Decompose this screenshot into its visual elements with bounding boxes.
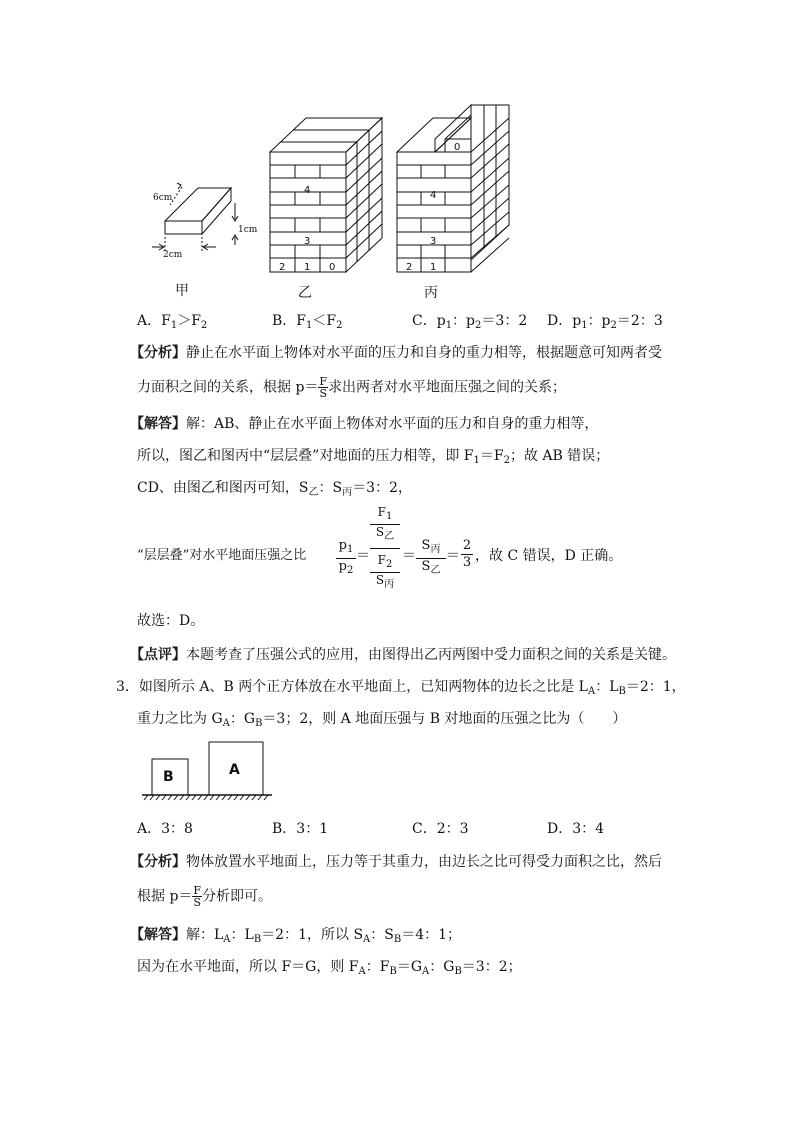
ratio-two-thirds: 2 3	[462, 538, 472, 570]
q2-option-a: A．$F_1>F_2$	[137, 313, 208, 331]
q2-comment: 【点评】本题考查了压强公式的应用，由图得出乙丙两图中受力面积之间的关系是关键。	[130, 647, 676, 663]
q2-answer-line2: 所以，图乙和图丙中“层层叠”对地面的压力相等，即 $F_1=F_2$；故 AB 错误；	[137, 448, 610, 466]
stack-yi-number-2: 2	[279, 262, 286, 273]
q2-analysis-line1: 【分析】静止在水平面上物体对水平面的压力和自身的重力相等，根据题意可知两者受	[130, 345, 662, 361]
q3-option-d: D．3：4	[547, 821, 605, 837]
answer-tag: 【解答】	[130, 416, 186, 432]
figure-label-bing: 丙	[424, 285, 438, 301]
q2-answer-line3: CD、由图乙和图丙可知，$S_乙$：$S_丙=3$：2，	[137, 480, 412, 498]
q3-analysis-line1: 【分析】物体放置水平地面上，压力等于其重力，由边长之比可得受力面积之比，然后	[130, 854, 662, 870]
stack-bing-diagram	[395, 100, 515, 276]
q3-option-b: B．3：1	[272, 821, 329, 837]
eq-sign-2: ＝	[402, 548, 416, 564]
ratio-s-bing-s-yi: $S_丙$ $S_乙$	[416, 538, 446, 579]
stack-bing-number-0: 0	[454, 142, 461, 153]
comment-tag: 【点评】	[130, 647, 186, 663]
compound-fraction: $F_1$ $S_乙$ $F_2$ $S_丙$	[370, 505, 400, 592]
ratio-p1-p2: $p_1$ $p_2$	[336, 538, 356, 579]
q2-answer-line4-label: “层层叠”对水平地面压强之比	[137, 548, 307, 563]
dim-height-label: 1cm	[238, 225, 258, 235]
dim-length-label: 6cm	[153, 193, 173, 203]
stack-bing-number-2: 2	[406, 262, 413, 273]
q3-answer-line1: 【解答】解：$L_A$：$L_B=2$：1，所以 $S_A$：$S_B=4$：1；	[130, 927, 462, 945]
dim-width-label: 2cm	[163, 250, 183, 260]
figure-label-yi: 乙	[298, 285, 312, 301]
q3-answer-line2: 因为在水平地面，所以 F＝G，则 $F_A$：$F_B=G_A$：$G_B=3$：2；	[137, 959, 522, 977]
q2-analysis-line2: 力面积之间的关系，根据 p＝ $\frac{F}{S}$ 求出两者对水平地面压强之间的关系；	[137, 375, 567, 400]
figure-label-jia: 甲	[175, 283, 189, 299]
q3-option-c: C．2：3	[412, 821, 469, 837]
q3-stem-line1: 3．如图所示 A、B 两个正方体放在水平地面上，已知两物体的边长之比是 $L_A$：$L_B=2$：1，	[116, 679, 686, 697]
analysis-tag: 【分析】	[130, 345, 186, 361]
stack-bing-number-3: 3	[430, 236, 437, 247]
pressure-formula-2: $\frac{F}{S}$	[193, 884, 202, 909]
q2-answer-line1: 【解答】解：AB、静止在水平面上物体对水平面的压力和自身的重力相等，	[130, 416, 599, 432]
q2-option-d: D．$p_1$：$p_2=2$：3	[547, 313, 663, 331]
cube-a-label: A	[229, 762, 240, 778]
q2-answer-line4-tail: ，故 C 错误，D 正确。	[475, 548, 623, 564]
q3-option-a: A．3：8	[137, 821, 193, 837]
pressure-formula: $\frac{F}{S}$	[319, 375, 328, 400]
stack-yi-number-1: 1	[304, 262, 311, 273]
q2-choose: 故选：D。	[137, 613, 205, 629]
stack-yi-number-0: 0	[329, 262, 336, 273]
eq-sign-3: ＝	[446, 548, 460, 564]
q3-analysis-line2: 根据 p＝ $\frac{F}{S}$ 分析即可。	[137, 884, 273, 909]
stack-yi-diagram	[268, 112, 388, 276]
stack-yi-number-4: 4	[304, 185, 311, 196]
stack-bing-number-4: 4	[430, 190, 437, 201]
figure-cubes-on-ground	[138, 738, 278, 802]
q2-option-c: C．$p_1$：$p_2=3$：2	[412, 313, 528, 331]
q2-option-b: B．$F_1<F_2$	[272, 313, 343, 331]
eq-sign-1: ＝	[356, 548, 370, 564]
stack-yi-number-3: 3	[304, 236, 311, 247]
stack-bing-number-1: 1	[430, 262, 437, 273]
cube-b-label: B	[163, 769, 174, 785]
q3-stem-line2: 重力之比为 $G_A$：$G_B=3$；2，则 A 地面压强与 B 对地面的压强之比为（ ）	[137, 711, 627, 729]
